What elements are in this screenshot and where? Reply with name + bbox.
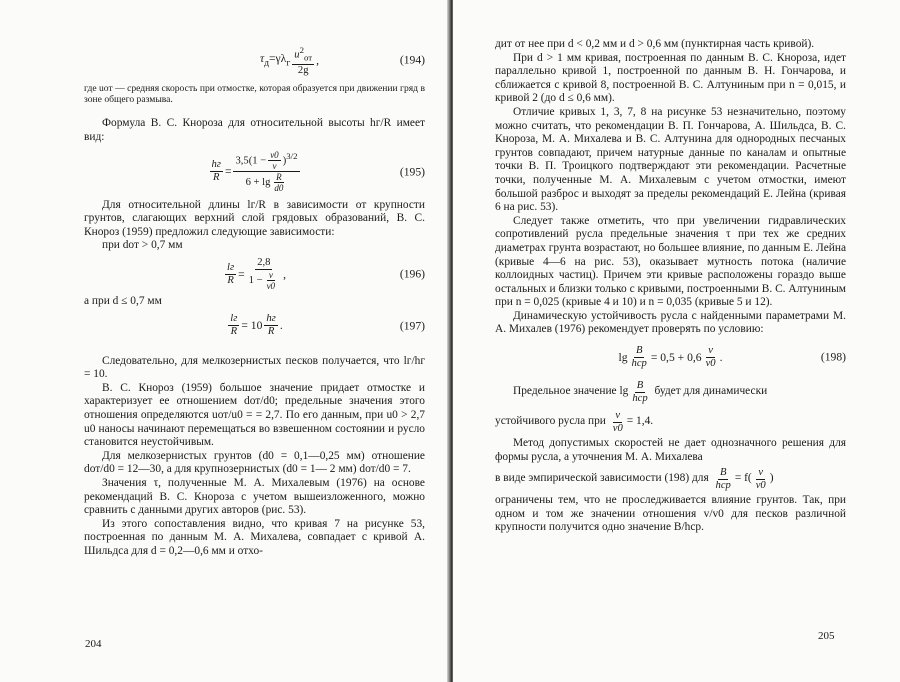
paragraph: Для относительной длины lг/R в зависимости от крупности грунтов, слагающих верхний слой грядовых образований, В. С. Кнороз (1959) предложил следующие зависимости: (84, 198, 425, 238)
equation-197: $\frac{lг}{R}$ = 10 $\frac{hг}{R}$ . (197) (230, 313, 425, 338)
paragraph: Для мелкозернистых грунтов (d0 = 0,1—0,25 мм) отношение dот/d0 = 12—30, а для крупнозернистых (d0 = 1— 2 мм) dот/d0 = 7. (84, 449, 425, 476)
equation-195: $\frac{hг}{R}$ = 3,5(1 − $\frac{v0}{v}$ )$^{3/2}$ 6 + lg $\frac{R}{d0}$ (195) (211, 150, 425, 194)
fraction: 3,5(1 − $\frac{v0}{v}$ )$^{3/2}$ 6 + lg $\frac{R}{d0}$ (235, 150, 298, 194)
limit-value-line: Предельное значение lg $\frac{B}{\text{hср}}$ будет для динамически (513, 379, 768, 404)
paragraph: ограничены тем, что не проследживается влияние грунтов. Так, при одном и том же значении отношения v/v0 для песков различной крупности получится одно значение B/hср. (495, 494, 846, 534)
paragraph: Метод допустимых скоростей не дает однозначного решения для формы русла, а уточнения М. А. Михалева (495, 437, 846, 463)
fraction: $\frac{lг}{R}$ (230, 313, 238, 338)
paragraph: При d > 1 мм кривая, построенная по данным В. С. Кнороза, идет параллельно кривой 1, построенной по данным В. Н. Гончарова, и сближается с кривой 8, построенной В. С. Алтуниным при n = 0,015, и кривой 2 (до d ≤ 0,6 мм). (495, 51, 846, 105)
paragraph: Динамическую устойчивость русла с найденными параметрами М. А. Михалев (1976) рекомендует проверять по условию: (495, 309, 846, 336)
fraction: $\frac{hг}{R}$ (211, 159, 221, 184)
equation-number: (197) (399, 319, 425, 333)
paragraph: Отличие кривых 1, 3, 7, 8 на рисунке 53 незначительно, поэтому можно считать, что рекомендации В. П. Гончарова, А. Шильдса, В. С. Кнороза, М. А. Михалева и В. С. Алтунина для однородных песчаных грунтов совпадают, причем натурные данные по каналам и опытные точки В. П. Троицкого подтверждают эти рекомендации. Расчетные точки, полученные М. А. Михалевым с учетом отмостки, имеют большой разброс и выходят за пределы рекомендаций Е. Лейна (кривая 6 на рис. 53). (495, 105, 846, 214)
note-194: где uот — средняя скорость при отмостке, которая образуется при движении гряд в зоне общего размыва. (84, 82, 425, 106)
fraction: $\frac{B}{\text{hср}}$ (632, 379, 648, 404)
equation-number: (195) (399, 165, 425, 179)
empirical-dependence-line: в виде эмпирической зависимости (198) для $\frac{B}{\text{hср}}$ = f ( $\frac{v}{v0}$ ) (495, 466, 774, 491)
fraction: 2,8 1 − $\frac{v}{v0}$ (248, 257, 276, 292)
condition-196: при dот > 0,7 мм (102, 239, 183, 252)
fraction: $\frac{B}{\text{hср}}$ (715, 466, 731, 491)
equation-194: $\tau_д=\gamma\lambda_г$ $\frac{u^2_{от}}{2g}$ , (194) (259, 45, 425, 76)
fraction: $\frac{v}{v0}$ (612, 409, 623, 434)
paragraph: Значения τ, полученные М. А. Михалевым (1976) на основе рекомендаций В. С. Кнороза с учетом вышеизложенного, можно сравнить с данными других авторов (рис. 53). (84, 476, 425, 517)
equation-number: (196) (399, 267, 425, 281)
fraction: $\frac{u^2_{от}}{2g}$ (294, 45, 313, 76)
equation-number: (198) (820, 350, 846, 364)
fraction: $\frac{hг}{R}$ (266, 313, 276, 338)
paragraph: Следует также отметить, что при увеличении гидравлических сопротивлений русла предельные значения τ при тех же средних диаметрах грунта возрастают, но большее влияние, по данным Е. Лейна (кривые 4—6 на рис. 53), оказывает мутность потока (наличие коллоидных частиц). Причем эти кривые расположены гораздо выше остальных и близки только с кривыми, построенными В. С. Алтуниным при n = 0,025 (кривые 4 и 10) и n = 0,035 (кривые 5 и 12). (495, 214, 846, 309)
fraction: $\frac{v}{v0}$ (705, 344, 716, 369)
equation-number: (194) (399, 53, 425, 67)
paragraph: Формула В. С. Кнороза для относительной высоты hг/R имеет вид: (84, 117, 425, 144)
fraction: $\frac{v}{v0}$ (755, 466, 766, 491)
fraction: $\frac{lг}{R}$ (227, 261, 235, 286)
condition-197: а при d ≤ 0,7 мм (84, 295, 162, 308)
left-page (0, 0, 449, 682)
page-number-right: 205 (818, 630, 835, 642)
paragraph: В. С. Кнороз (1959) большое значение придает отмостке и характеризует ее отношением dот/d0; предельные значения этого отношения определяются uот/u0 = = 2,7. По его данным, при u0 > 2,7 u0 наносы начинают перемещаться во взвешенном состоянии и русло становится неустойчивым. (84, 381, 425, 449)
paragraph: Следовательно, для мелкозернистых песков получается, что lг/hг = 10. (84, 354, 425, 381)
fraction: $\frac{B}{\text{hср}}$ (631, 344, 647, 369)
equation-198: lg $\frac{B}{\text{hср}}$ = 0,5 + 0,6 $\frac{v}{v0}$ . (198) (618, 344, 846, 369)
paragraph: дит от нее при d < 0,2 мм и d > 0,6 мм (пунктирная часть кривой). (495, 38, 815, 50)
equation-196: $\frac{lг}{R}$ = 2,8 1 − $\frac{v}{v0}$ , (196) (227, 257, 425, 292)
page-number-left: 204 (85, 638, 102, 650)
right-page (453, 0, 900, 682)
stability-condition-line: устойчивого русла при $\frac{v}{v0}$ = 1,4. (495, 409, 654, 434)
paragraph: Из этого сопоставления видно, что кривая 7 на рисунке 53, построенная по данным М. А. Михалева, совпадает с кривой А. Шильдса для d = 0,2—0,6 мм и отхо- (84, 517, 425, 557)
